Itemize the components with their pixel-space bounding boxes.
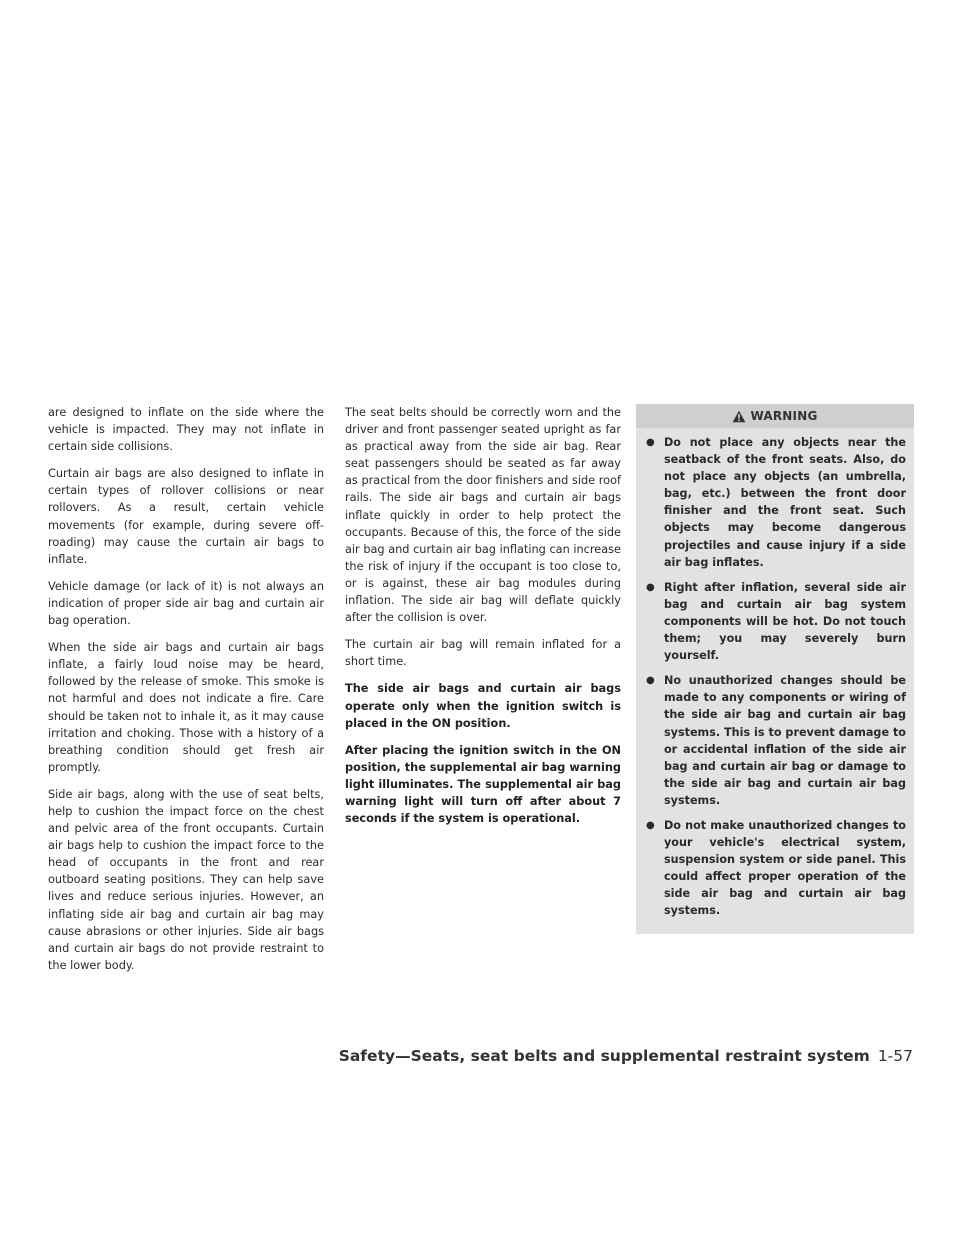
- warning-title: WARNING: [750, 409, 818, 423]
- bullet: ●: [646, 675, 655, 687]
- bold-paragraph: After placing the ignition switch in the ON position, the supplemental air bag warning light illuminates. The supplemental air bag warning light will turn off after about 7 seconds if the system is operational.: [345, 743, 621, 826]
- paragraph: are designed to inflate on the side where the vehicle is impacted. They may not inflate in certain side collisions.: [48, 406, 324, 454]
- left-column: [48, 404, 324, 984]
- warning-triangle-icon: [732, 410, 746, 423]
- warning-box: [636, 404, 914, 934]
- bullet: ●: [646, 819, 655, 831]
- bullet: ●: [646, 581, 655, 593]
- warning-item-text: No unauthorized changes should be made to any components or wiring of the side air bag and curtain air bag systems. This is to prevent damage to or accidental inflation of the side air bag and curtain air bag or damage to the side air bag and curtain air bag systems.: [664, 674, 906, 807]
- bullet: ●: [646, 437, 655, 448]
- warning-item-text: Do not place any objects near the seatback of the front seats. Also, do not place any objects (an umbrella, bag, etc.) between the front door finisher and the front seat. Such objects may become dangerous projectiles and cause injury if a side air bag inflates.: [664, 436, 906, 569]
- middle-column: [345, 404, 621, 837]
- paragraph: Side air bags, along with the use of seat belts, help to cushion the impact force on the chest and pelvic area of the front occupants. Curtain air bags help to cushion the impact force to the head of occupants in the front and rear outboard seating positions. They can help save lives and reduce serious injuries. However, an inflating side air bag and curtain air bag may cause abrasions or other injuries. Side air bags and curtain air bags do not provide restraint to the lower body.: [48, 787, 324, 972]
- warning-item: [644, 434, 906, 571]
- warning-header: [636, 404, 914, 428]
- warning-item-text: Do not make unauthorized changes to your vehicle's electrical system, suspension system or side panel. This could affect proper operation of the side air bag and curtain air bag systems.: [664, 818, 906, 918]
- section-title: Safety—Seats, seat belts and supplemental restraint system: [338, 1047, 870, 1065]
- warning-item: [644, 579, 906, 664]
- paragraph: Vehicle damage (or lack of it) is not always an indication of proper side air bag and curtain air bag operation.: [48, 579, 324, 628]
- warning-item: [644, 672, 906, 809]
- page-number: 1-57: [877, 1047, 913, 1065]
- bold-paragraph: The side air bags and curtain air bags operate only when the ignition switch is placed in the ON position.: [345, 682, 621, 730]
- right-column: [636, 404, 914, 934]
- paragraph: The seat belts should be correctly worn and the driver and front passenger seated upright as far as practical away from the side air bag. Rear seat passengers should be seated as far away as practical from the door finishers and side roof rails. The side air bags and curtain air bags inflate quickly in order to help protect the occupants. Because of this, the force of the side air bag and curtain air bag inflating can increase the risk of injury if the occupant is too close to, or is against, these air bag modules during inflation. The side air bag will deflate quickly after the collision is over.: [345, 406, 621, 625]
- paragraph: The curtain air bag will remain inflated for a short time.: [345, 638, 621, 669]
- page-footer: [339, 1047, 913, 1065]
- warning-item: [644, 817, 906, 920]
- warning-item-text: Right after inflation, several side air bag and curtain air bag system components will be hot. Do not touch them; you may severely burn yourself.: [664, 580, 906, 663]
- paragraph: When the side air bags and curtain air bags inflate, a fairly loud noise may be heard, followed by the release of smoke. This smoke is not harmful and does not indicate a fire. Care should be taken not to inhale it, as it may cause irritation and choking. Those with a history of a breathing condition should get fresh air promptly.: [48, 641, 324, 774]
- paragraph: Curtain air bags are also designed to inflate in certain types of rollover collisions or near rollovers. As a result, certain vehicle movements (for example, during severe off-roading) may cause the curtain air bags to inflate.: [48, 467, 324, 566]
